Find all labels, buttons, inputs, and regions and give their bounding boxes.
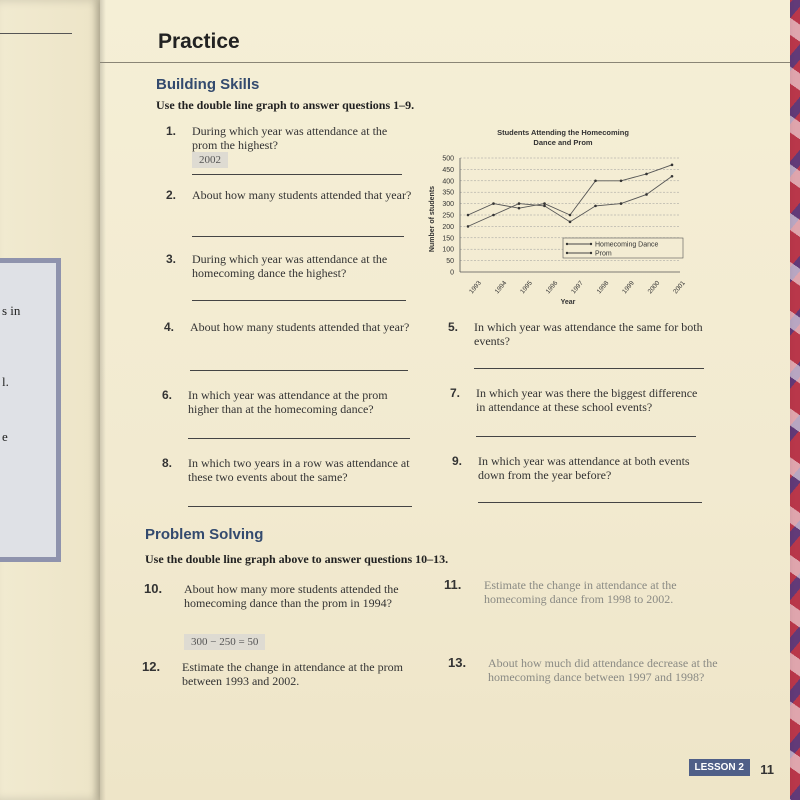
legend-marker [566, 252, 568, 254]
question-number: 6. [162, 388, 173, 402]
question-number: 12. [142, 659, 161, 674]
data-point [543, 205, 546, 208]
worksheet-page [100, 0, 790, 800]
question-text: About how much did attendance decrease at the homecoming dance between 1997 and 1998? [488, 656, 718, 684]
question-number: 2. [166, 188, 177, 202]
x-axis-label: Year [560, 299, 576, 306]
data-point [594, 205, 597, 208]
data-point [645, 173, 648, 176]
y-tick-label: 50 [446, 258, 454, 266]
question-10 [144, 581, 416, 610]
left-page-rule [0, 33, 72, 34]
question-text: Estimate the change in attendance at the homecoming dance from 1998 to 2002. [484, 578, 677, 606]
y-tick-label: 100 [442, 246, 454, 254]
data-point [467, 225, 470, 228]
x-tick-label: 1998 [595, 279, 611, 296]
page-title: Practice [158, 30, 240, 53]
question-3 [166, 252, 412, 280]
y-tick-label: 450 [442, 166, 454, 174]
left-page-fragment: l. [2, 374, 9, 389]
y-tick-label: 400 [442, 178, 454, 186]
question-text: In which year was attendance at the prom higher than at the homecoming dance? [188, 388, 388, 416]
question-number: 10. [144, 581, 163, 596]
left-facing-page [0, 0, 108, 800]
data-point [518, 207, 521, 210]
question-text: In which year was there the biggest difference in attendance at these school events? [476, 386, 698, 414]
x-tick-label: 2000 [646, 279, 662, 296]
x-tick-label: 1995 [519, 279, 534, 296]
data-point [569, 214, 572, 217]
x-tick-label: 1997 [570, 279, 585, 296]
legend-marker [590, 243, 592, 245]
question-6 [162, 388, 414, 416]
question-1 [166, 124, 412, 152]
y-axis-label: Number of students [429, 185, 436, 253]
question-13 [448, 655, 718, 684]
answer-line[interactable] [474, 368, 704, 369]
data-point [645, 193, 648, 196]
y-axis-ticks [442, 156, 454, 277]
answer-box: 300 − 250 = 50 [184, 634, 265, 650]
data-point [620, 202, 623, 205]
left-page-fragment: s in [2, 303, 21, 318]
series-line-homecoming [468, 165, 672, 215]
answer-line[interactable] [192, 300, 406, 301]
x-tick-label: 1993 [468, 279, 483, 296]
answer-box: 2002 [192, 152, 228, 168]
answer-line[interactable] [192, 174, 402, 175]
question-number: 9. [452, 454, 463, 468]
x-tick-label: 2001 [672, 279, 687, 296]
y-tick-label: 150 [442, 235, 454, 243]
question-number: 3. [166, 252, 177, 266]
x-tick-label: 1996 [544, 279, 560, 296]
answer-line[interactable] [478, 502, 702, 503]
question-text: During which year was attendance at the prom the highest? [192, 124, 388, 152]
data-point [620, 180, 623, 183]
question-8 [162, 456, 418, 484]
question-text: About how many students attended that year? [192, 188, 412, 202]
y-tick-label: 300 [442, 201, 454, 209]
question-number: 5. [448, 320, 459, 334]
question-7 [450, 386, 706, 414]
data-point [569, 221, 572, 224]
question-text: In which two years in a row was attendance at these two events about the same? [188, 456, 410, 484]
data-point [492, 214, 495, 217]
lesson-badge: LESSON 2 [689, 759, 750, 776]
section-instruction: Use the double line graph to answer questions 1–9. [156, 98, 415, 112]
y-tick-label: 250 [442, 212, 454, 220]
answer-line[interactable] [188, 506, 412, 507]
data-point [518, 202, 521, 205]
question-number: 13. [448, 655, 467, 670]
answer-line[interactable] [190, 370, 408, 371]
question-4 [164, 320, 410, 334]
question-text: In which year was attendance at both events down from the year before? [478, 454, 690, 482]
question-number: 7. [450, 386, 461, 400]
question-text: About how many more students attended the homecoming dance than the prom in 1994? [184, 582, 399, 610]
question-text: During which year was attendance at the homecoming dance the highest? [192, 252, 388, 280]
data-point [467, 214, 470, 217]
x-tick-label: 1999 [621, 279, 636, 296]
question-text: In which year was attendance the same for both events? [474, 320, 703, 348]
data-point [671, 175, 674, 178]
question-number: 11. [444, 577, 462, 592]
answer-line[interactable] [476, 436, 696, 437]
data-point [492, 202, 495, 205]
x-axis-ticks [468, 279, 687, 295]
answer-line[interactable] [188, 438, 410, 439]
question-5 [448, 320, 704, 348]
question-2 [166, 188, 412, 202]
question-9 [452, 454, 704, 482]
y-tick-label: 500 [442, 155, 454, 163]
y-tick-label: 350 [442, 189, 454, 197]
chart-title: Students Attending the Homecoming [497, 128, 629, 137]
chart-legend [563, 238, 683, 258]
data-point [594, 180, 597, 183]
x-tick-label: 1994 [493, 279, 509, 296]
y-tick-label: 200 [442, 223, 454, 231]
left-page-fragment: e [2, 429, 8, 444]
legend-marker [590, 252, 592, 254]
question-11 [444, 577, 710, 606]
legend-marker [566, 243, 568, 245]
legend-label: Prom [595, 250, 612, 258]
y-tick-label: 0 [450, 269, 454, 277]
question-text: About how many students attended that year? [190, 320, 410, 334]
answer-line[interactable] [192, 236, 404, 237]
question-text: Estimate the change in attendance at the prom between 1993 and 2002. [182, 660, 403, 688]
question-number: 8. [162, 456, 173, 470]
series-line-prom [468, 176, 672, 226]
chart-series [467, 164, 674, 228]
question-number: 1. [166, 124, 177, 138]
data-point [671, 164, 674, 167]
data-point [543, 202, 546, 205]
question-12 [142, 659, 418, 688]
section-heading-building-skills: Building Skills [156, 76, 260, 93]
legend-label: Homecoming Dance [595, 241, 659, 249]
section-heading-problem-solving: Problem Solving [145, 526, 264, 543]
page-fold-shadow [100, 0, 106, 800]
section-instruction: Use the double line graph above to answer questions 10–13. [145, 552, 449, 566]
title-rule [100, 62, 790, 63]
question-number: 4. [164, 320, 175, 334]
double-line-graph [418, 124, 688, 314]
page-number: 11 [760, 762, 774, 777]
chart-title-line-2: Dance and Prom [533, 138, 593, 147]
